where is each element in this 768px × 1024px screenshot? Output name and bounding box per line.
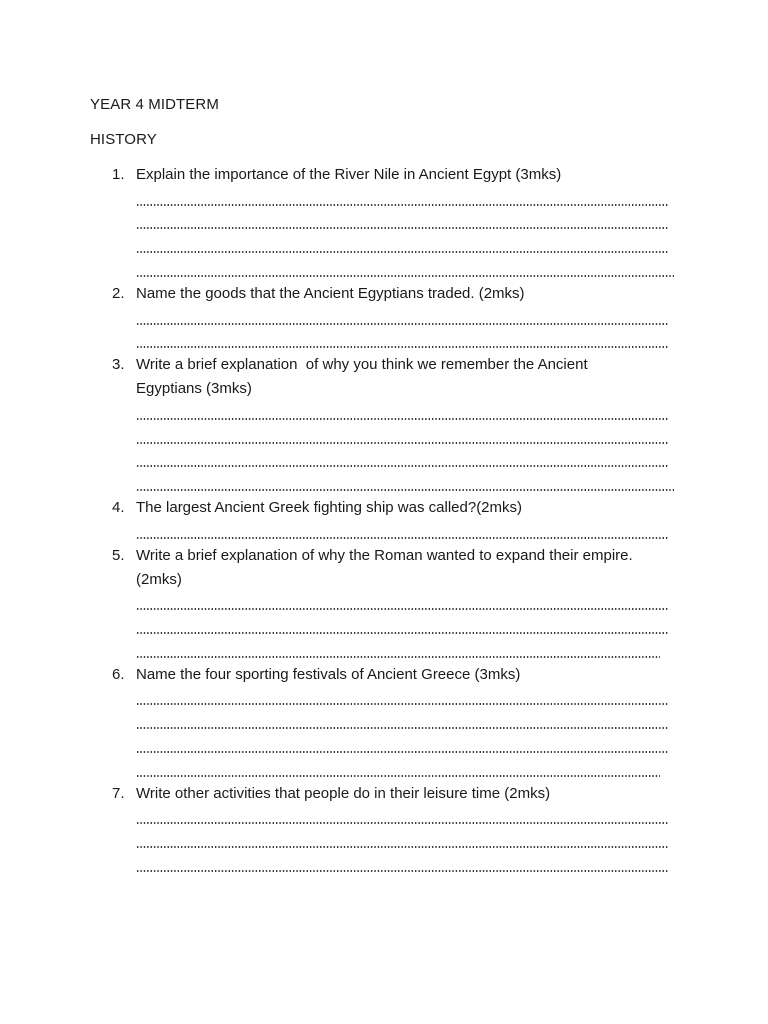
answer-line[interactable] (136, 806, 669, 830)
question-text: Explain the importance of the River Nile in Ancient Egypt (3mks) (136, 166, 562, 183)
subject-heading: HISTORY (90, 131, 157, 148)
answer-area[interactable] (136, 306, 768, 354)
answer-area[interactable] (136, 520, 768, 544)
question-6 (0, 663, 768, 782)
question-text: Name the four sporting festivals of Ancient Greece (3mks) (136, 665, 521, 683)
answer-line[interactable] (136, 211, 669, 235)
question-text: Write a brief explanation of why the Roman wanted to expand their empire.(2mks) (136, 546, 633, 588)
answer-line[interactable] (136, 734, 669, 758)
question-1 (0, 163, 768, 282)
answer-line[interactable] (136, 710, 669, 734)
answer-line[interactable] (136, 234, 669, 258)
answer-line[interactable] (136, 853, 669, 877)
answer-line[interactable] (136, 591, 669, 615)
answer-line[interactable] (136, 687, 669, 711)
answer-line[interactable] (136, 306, 669, 330)
answer-area[interactable] (136, 401, 768, 496)
answer-line[interactable] (136, 639, 660, 663)
question-number: 3. (112, 356, 125, 374)
answer-line[interactable] (136, 615, 669, 639)
question-number: 2. (112, 284, 125, 302)
answer-area[interactable] (136, 187, 768, 282)
answer-line[interactable] (136, 472, 674, 496)
answer-line[interactable] (136, 401, 669, 425)
question-7 (0, 782, 768, 877)
answer-line[interactable] (136, 829, 669, 853)
question-2 (0, 282, 768, 353)
answer-line[interactable] (136, 425, 669, 449)
question-3 (0, 353, 768, 496)
question-text: Write other activities that people do in their leisure time (2mks) (136, 784, 551, 802)
question-number: 1. (112, 166, 125, 183)
question-number: 6. (112, 665, 125, 683)
question-list (0, 163, 768, 877)
answer-line[interactable] (136, 758, 660, 782)
answer-line[interactable] (136, 258, 674, 282)
answer-line[interactable] (136, 520, 669, 544)
answer-area[interactable] (136, 687, 768, 782)
question-text: Write a brief explanation of why you think we remember the Ancient Egyptians (3mks) (136, 356, 592, 398)
answer-line[interactable] (136, 330, 669, 354)
question-number: 5. (112, 546, 125, 564)
question-text: Name the goods that the Ancient Egyptians traded. (2mks) (136, 284, 525, 302)
question-text: The largest Ancient Greek fighting ship was called?(2mks) (136, 499, 523, 517)
question-4 (0, 496, 768, 544)
exam-title: YEAR 4 MIDTERM (90, 96, 219, 113)
question-number: 4. (112, 499, 125, 517)
answer-line[interactable] (136, 449, 669, 473)
answer-line[interactable] (136, 187, 669, 211)
answer-area[interactable] (136, 591, 768, 662)
answer-area[interactable] (136, 806, 768, 877)
question-number: 7. (112, 784, 125, 802)
question-5 (0, 544, 768, 663)
